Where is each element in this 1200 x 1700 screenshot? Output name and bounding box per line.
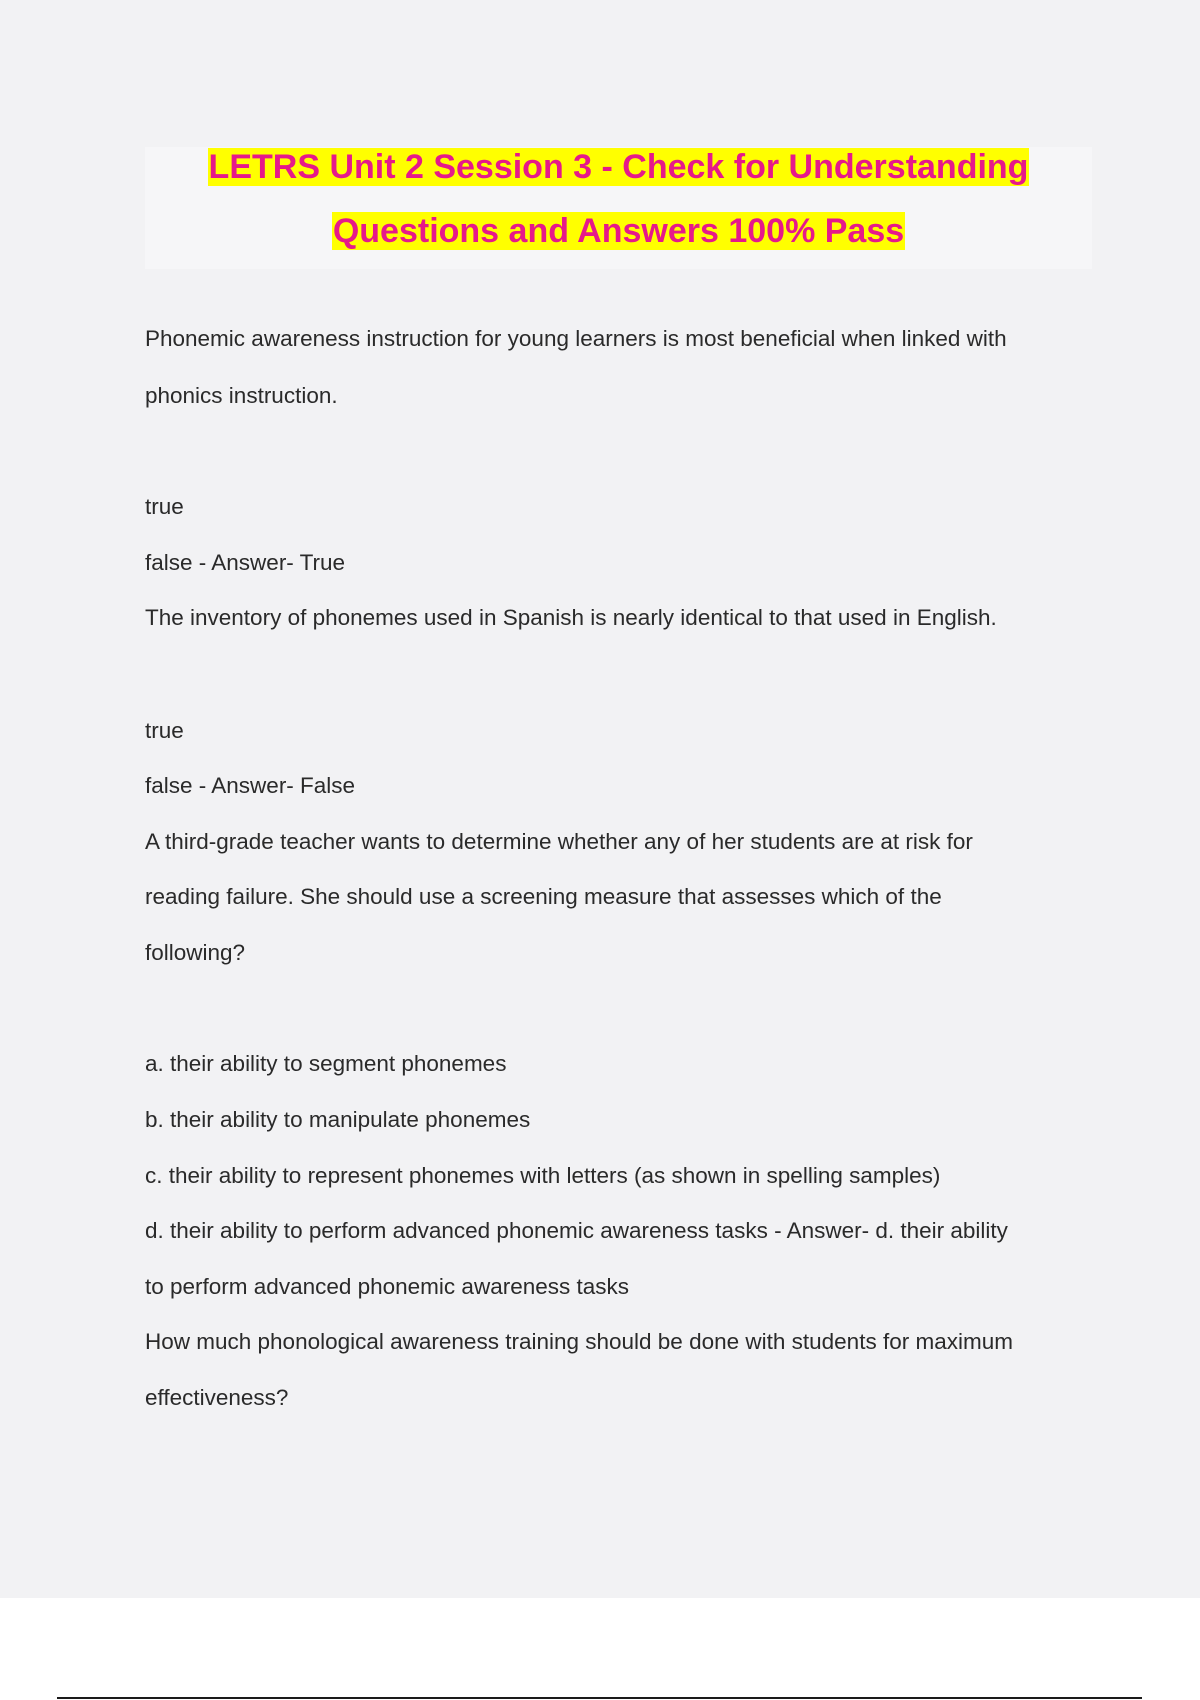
question-3-option-d-answer-line-1: d. their ability to perform advanced phonemic awareness tasks - Answer- d. their ability <box>145 1218 1008 1243</box>
footer-divider <box>57 1697 1142 1699</box>
question-3-option-d-answer-line-2: to perform advanced phonemic awareness tasks <box>145 1274 630 1299</box>
question-3-line-2: reading failure. She should use a screening measure that assesses which of the <box>145 884 942 909</box>
document-title <box>145 147 1092 269</box>
title-line-1: LETRS Unit 2 Session 3 - Check for Understanding <box>208 148 1029 186</box>
question-1-line-2: phonics instruction. <box>145 383 338 408</box>
question-2-option-false-answer: false - Answer- False <box>145 773 356 798</box>
question-4-line-2: effectiveness? <box>145 1385 289 1410</box>
question-2-line-1: The inventory of phonemes used in Spanish is nearly identical to that used in English. <box>145 605 997 630</box>
question-3-line-3: following? <box>145 940 246 965</box>
question-2-option-true: true <box>145 718 184 743</box>
question-3-option-a: a. their ability to segment phonemes <box>145 1051 507 1076</box>
question-3-option-b: b. their ability to manipulate phonemes <box>145 1107 531 1132</box>
title-line-2: Questions and Answers 100% Pass <box>332 212 905 250</box>
question-3-option-c: c. their ability to represent phonemes with letters (as shown in spelling samples) <box>145 1163 941 1188</box>
question-4-line-1: How much phonological awareness training should be done with students for maximum <box>145 1329 1013 1354</box>
question-1-line-1: Phonemic awareness instruction for young learners is most beneficial when linked with <box>145 326 1007 351</box>
question-3-line-1: A third-grade teacher wants to determine whether any of her students are at risk for <box>145 829 973 854</box>
question-1-option-false-answer: false - Answer- True <box>145 550 346 575</box>
question-1-option-true: true <box>145 494 184 519</box>
